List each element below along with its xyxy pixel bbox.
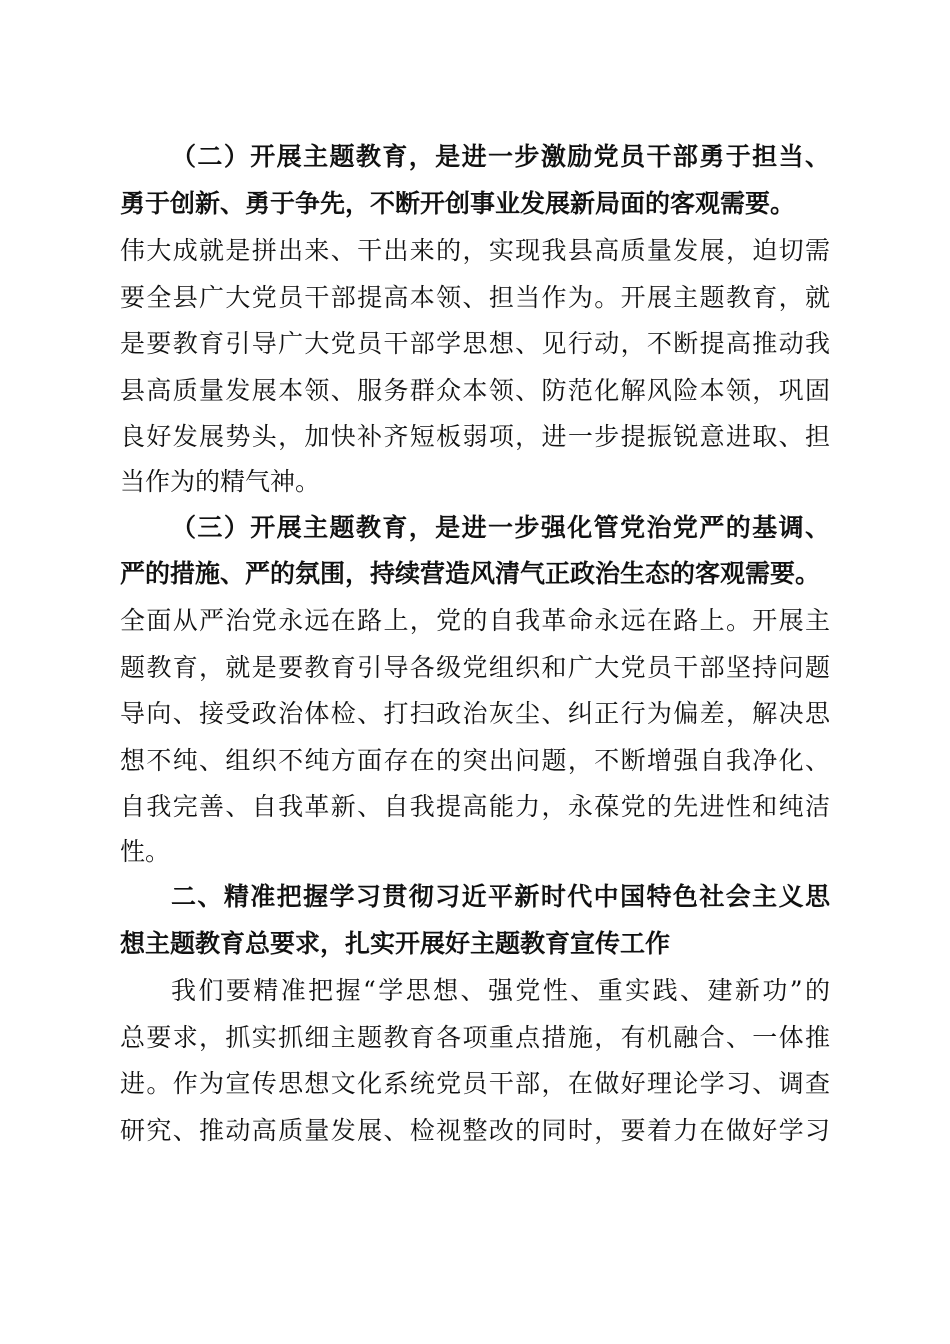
section-heading-line-2: 想主题教育总要求，扎实开展好主题教育宣传工作 <box>120 929 671 958</box>
paragraph-3-body-line-4: 想不纯、组织不纯方面存在的突出问题，不断增强自我净化、 <box>120 746 830 775</box>
paragraph-3-body-line-5: 自我完善、自我革新、自我提高能力，永葆党的先进性和纯洁 <box>120 792 830 821</box>
paragraph-2-heading-line-1: （二）开展主题教育，是进一步激励党员干部勇于担当、 <box>171 142 830 171</box>
paragraph-2-heading-line-2: 勇于创新、勇于争先，不断开创事业发展新局面的客观需要。 <box>120 189 796 218</box>
paragraph-2-body-line-6: 当作为的精气神。 <box>120 467 321 496</box>
paragraph-2-body-line-4: 县高质量发展本领、服务群众本领、防范化解风险本领，巩固 <box>120 376 830 405</box>
paragraph-2-body-line-2: 要全县广大党员干部提高本领、担当作为。开展主题教育，就 <box>120 283 830 312</box>
paragraph-2-body-line-3: 是要教育引导广大党员干部学思想、见行动，不断提高推动我 <box>120 329 830 358</box>
paragraph-4-body-line-3: 进。作为宣传思想文化系统党员干部，在做好理论学习、调查 <box>120 1069 830 1098</box>
paragraph-3-body-line-2: 题教育，就是要教育引导各级党组织和广大党员干部坚持问题 <box>120 653 830 682</box>
paragraph-3-heading-line-2: 严的措施、严的氛围，持续营造风清气正政治生态的客观需要。 <box>120 559 821 588</box>
paragraph-3-heading-line-1: （三）开展主题教育，是进一步强化管党治党严的基调、 <box>171 513 830 542</box>
paragraph-4-body-line-2: 总要求，抓实抓细主题教育各项重点措施，有机融合、一体推 <box>120 1023 830 1052</box>
paragraph-3-body-line-6: 性。 <box>120 837 171 866</box>
paragraph-3-body-line-1: 全面从严治党永远在路上，党的自我革命永远在路上。开展主 <box>120 606 830 635</box>
paragraph-3-body-line-3: 导向、接受政治体检、打扫政治灰尘、纠正行为偏差，解决思 <box>120 699 830 728</box>
paragraph-4-body-line-4: 研究、推动高质量发展、检视整改的同时，要着力在做好学习 <box>120 1116 830 1145</box>
paragraph-4-body-line-1: 我们要精准把握“学思想、强党性、重实践、建新功”的 <box>171 976 830 1005</box>
paragraph-2-body-line-5: 良好发展势头，加快补齐短板弱项，进一步提振锐意进取、担 <box>120 422 830 451</box>
paragraph-2-body-line-1: 伟大成就是拼出来、干出来的，实现我县高质量发展，迫切需 <box>120 236 830 265</box>
section-heading-line-1: 二、精准把握学习贯彻习近平新时代中国特色社会主义思 <box>171 882 830 911</box>
